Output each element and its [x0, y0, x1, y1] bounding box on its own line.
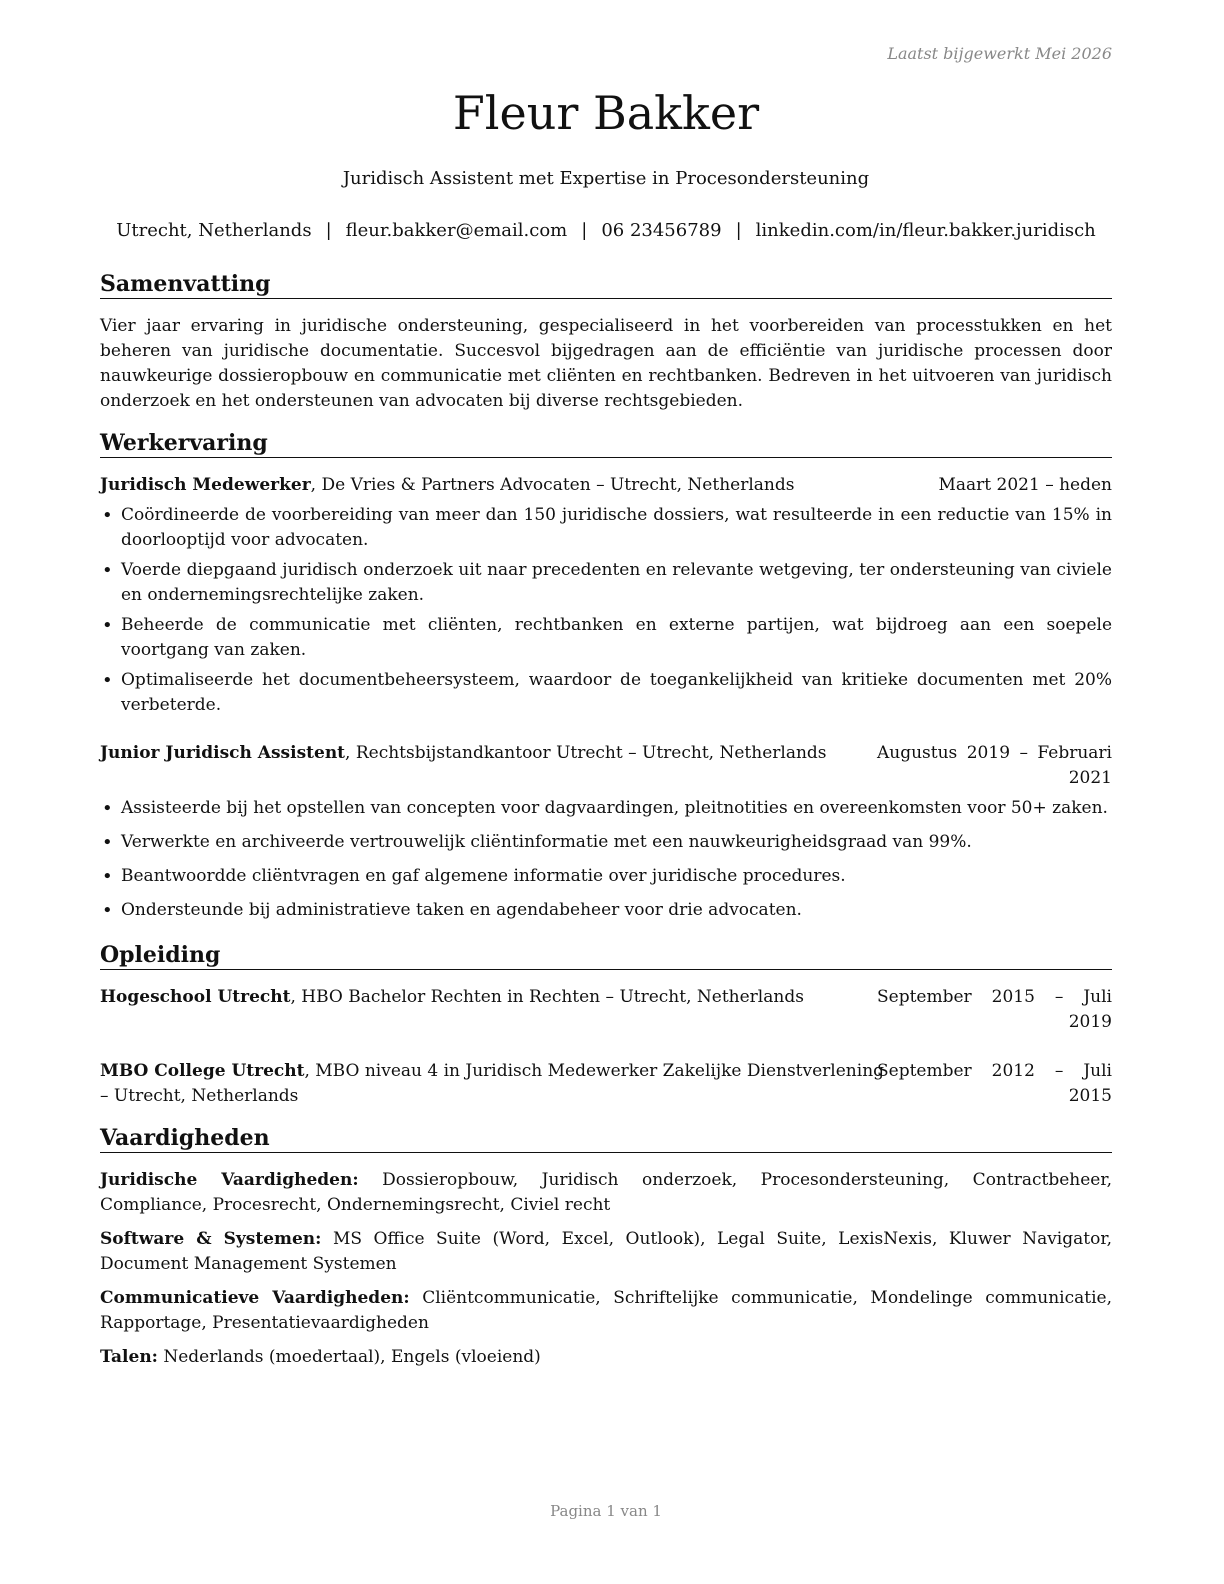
section-title-education: Opleiding	[100, 942, 1112, 970]
job-bullet: • Ondersteunde bij administratieve taken en agendabeheer voor drie advocaten.	[100, 898, 1112, 923]
job-bullets	[100, 796, 1112, 923]
education-header	[100, 985, 1112, 1032]
education-detail: , HBO Bachelor Rechten in Rechten – Utrecht, Netherlands	[290, 987, 804, 1007]
section-title-skills: Vaardigheden	[100, 1125, 1112, 1153]
candidate-name: Fleur Bakker	[452, 86, 760, 140]
skill-group	[100, 1345, 1112, 1370]
skill-text: Nederlands (moedertaal), Engels (vloeiend)	[157, 1347, 541, 1367]
education-dates: September 2012 – Juli 2015	[877, 1061, 1112, 1106]
contact-separator: |	[735, 220, 742, 241]
skill-text: Dossieropbouw, Juridisch onderzoek, Procesondersteuning, Contractbeheer, Compliance, Procesrecht, Ondernemingsrecht, Civiel recht	[100, 1170, 1112, 1215]
skill-text: Cliëntcommunicatie, Schriftelijke communicatie, Mondelinge communicatie, Rapportage, Presentatievaardigheden	[100, 1288, 1112, 1333]
skill-group	[100, 1227, 1112, 1277]
education-school: MBO College Utrecht	[100, 1061, 305, 1081]
education-school: Hogeschool Utrecht	[100, 987, 291, 1007]
job-role: Juridisch Medewerker	[100, 475, 311, 495]
job-bullet: • Voerde diepgaand juridisch onderzoek uit naar precedenten en relevante wetgeving, ter ondersteuning van civiele en ondernemingsrechtelijke zaken.	[100, 558, 1112, 608]
job-bullet: • Coördineerde de voorbereiding van meer dan 150 juridische dossiers, wat resulteerde in een reductie van 15% in doorlooptijd voor advocaten.	[100, 503, 1112, 553]
summary-text: Vier jaar ervaring in juridische ondersteuning, gespecialiseerd in het voorbereiden van processtukken en het beheren van juridische documentatie. Succesvol bijgedragen aan de efficiëntie van juridische processen door nauwkeurige dossieropbouw en communicatie met cliënten en rechtbanken. Bedreven in het uitvoeren van juridisch onderzoek en het ondersteunen van advocaten bij diverse rechtsgebieden.	[100, 316, 1112, 411]
job-dates: Maart 2021 – heden	[938, 475, 1112, 495]
skill-label: Communicatieve Vaardigheden:	[100, 1288, 410, 1308]
job-header	[100, 741, 1112, 788]
contact-line	[100, 220, 1112, 241]
job-bullets	[100, 503, 1112, 718]
resume-page	[100, 0, 1112, 1584]
job-bullet: • Optimaliseerde het documentbeheersysteem, waardoor de toegankelijkheid van kritieke documenten met 20% verbeterde.	[100, 668, 1112, 718]
job-bullet: • Beantwoordde cliëntvragen en gaf algemene informatie over juridische procedures.	[100, 864, 1112, 889]
skill-group	[100, 1286, 1112, 1336]
job-org: , De Vries & Partners Advocaten – Utrecht, Netherlands	[310, 475, 795, 495]
job-bullet: • Assisteerde bij het opstellen van concepten voor dagvaardingen, pleitnotities en overeenkomsten voor 50+ zaken.	[100, 796, 1112, 821]
skill-label: Software & Systemen:	[100, 1229, 322, 1249]
contact-separator: |	[325, 220, 332, 241]
job-bullet: • Verwerkte en archiveerde vertrouwelijk cliëntinformatie met een nauwkeurigheidsgraad van 99%.	[100, 830, 1112, 855]
last-updated: Laatst bijgewerkt Mei 2026	[887, 44, 1112, 63]
skill-label: Juridische Vaardigheden:	[100, 1170, 359, 1190]
job-bullet: • Beheerde de communicatie met cliënten, rechtbanken en externe partijen, wat bijdroeg aan een soepele voortgang van zaken.	[100, 613, 1112, 663]
education-detail: , MBO niveau 4 in Juridisch Medewerker Zakelijke Dienstverlening – Utrecht, Netherlands	[100, 1061, 885, 1106]
education-dates: September 2015 – Juli 2019	[877, 987, 1112, 1032]
tagline: Juridisch Assistent met Expertise in Procesondersteuning	[342, 168, 870, 189]
page-number: Pagina 1 van 1	[550, 1502, 662, 1520]
job-role: Junior Juridisch Assistent	[100, 743, 346, 763]
job-header	[100, 473, 1112, 498]
contact-linkedin[interactable]: linkedin.com/in/fleur.bakker.juridisch	[755, 220, 1096, 241]
contact-email[interactable]: fleur.bakker@email.com	[345, 220, 568, 241]
skill-group	[100, 1168, 1112, 1218]
section-title-experience: Werkervaring	[100, 430, 1112, 458]
education-header	[100, 1059, 1112, 1109]
contact-phone: 06 23456789	[601, 220, 722, 241]
job-org: , Rechtsbijstandkantoor Utrecht – Utrecht, Netherlands	[345, 743, 827, 763]
skill-label: Talen:	[100, 1347, 158, 1367]
contact-separator: |	[581, 220, 588, 241]
section-title-summary: Samenvatting	[100, 271, 1112, 299]
contact-location: Utrecht, Netherlands	[116, 220, 312, 241]
skill-text: MS Office Suite (Word, Excel, Outlook), Legal Suite, LexisNexis, Kluwer Navigator, Document Management Systemen	[100, 1229, 1112, 1274]
job-dates: Augustus 2019 – Februari 2021	[877, 743, 1112, 788]
